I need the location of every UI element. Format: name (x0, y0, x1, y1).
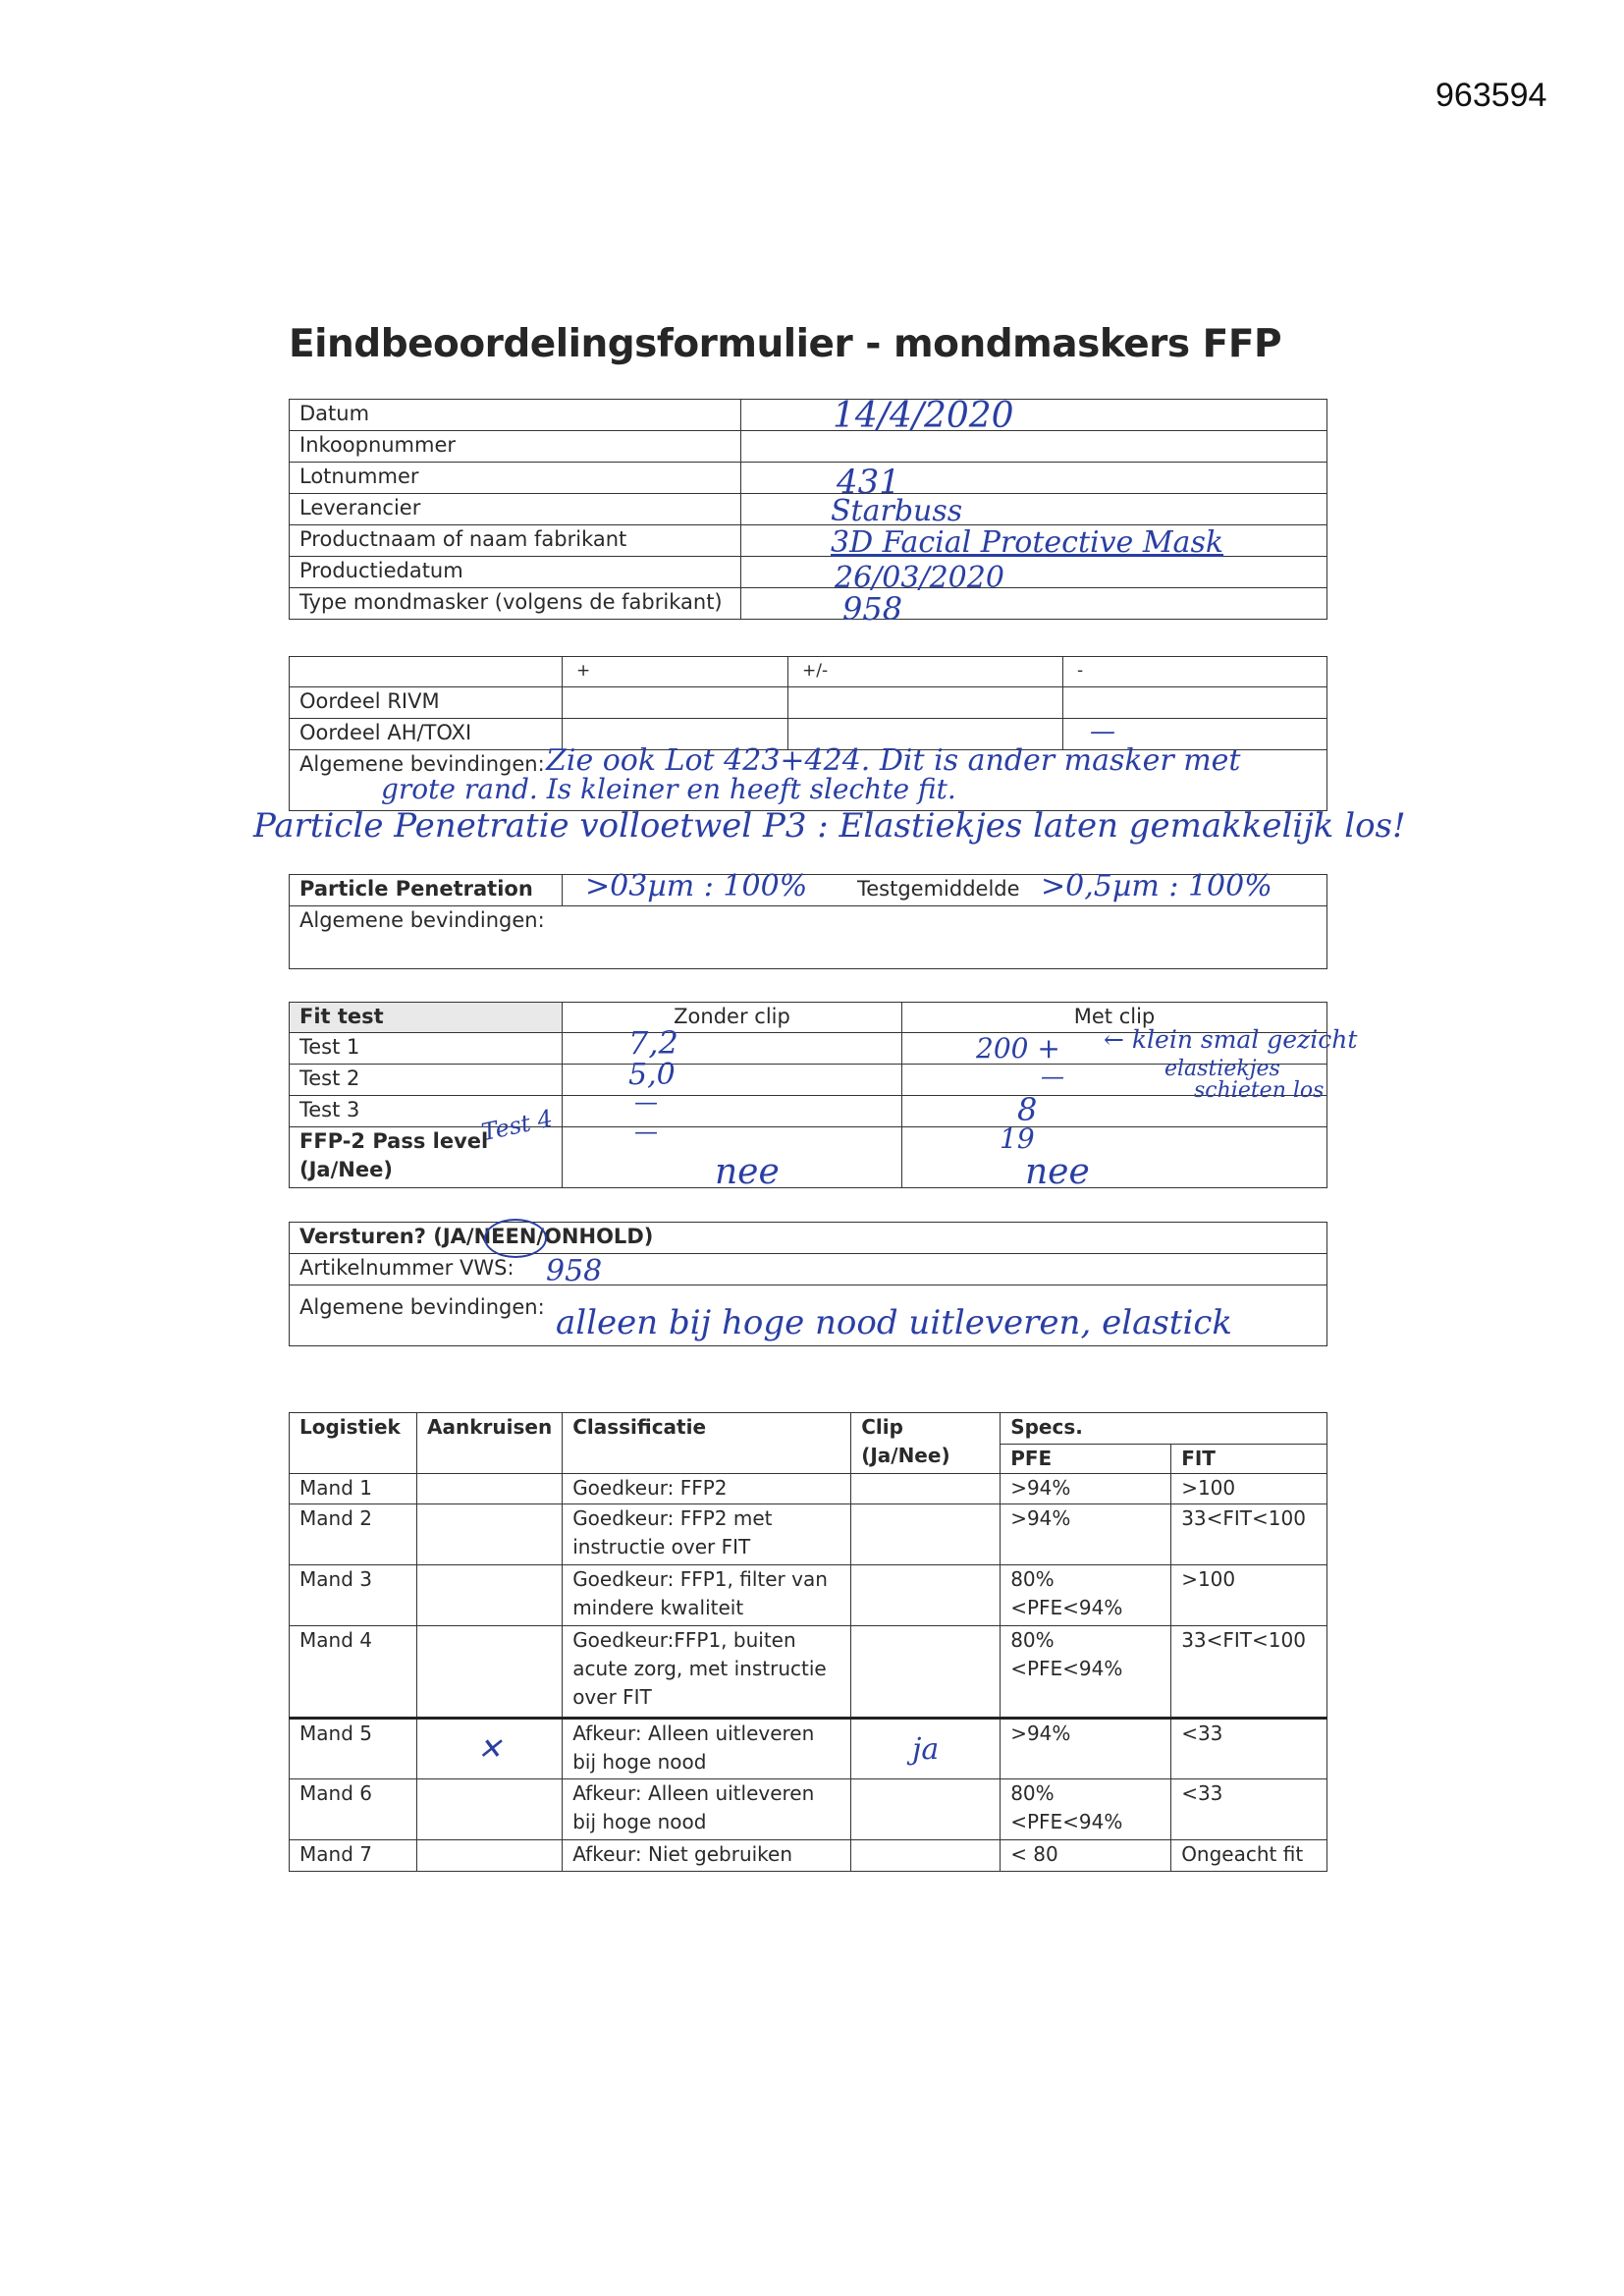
fit-pass-label-line1: FFP-2 Pass level (299, 1129, 489, 1153)
fit-test2-note-2-hw: schieten los (1194, 1078, 1325, 1103)
info-label: Productnaam of naam fabrikant (290, 525, 741, 557)
leverancier-handwritten: Starbuss (831, 494, 963, 528)
oordeel-header-plusminus: +/- (788, 657, 1063, 687)
col-pfe: PFE (1001, 1445, 1171, 1474)
fit-col-zonder: Zonder clip (563, 1003, 902, 1033)
col-clip-label: Clip (861, 1415, 903, 1439)
fit-col-met: Met clip (902, 1003, 1327, 1033)
mand-label: Mand 7 (290, 1840, 417, 1872)
info-value-cell (741, 400, 1327, 431)
pfe-cell: < 80 (1001, 1840, 1171, 1872)
col-aankruisen: Aankruisen (417, 1413, 563, 1474)
pfe-cell: >94% (1001, 1504, 1171, 1565)
mand-label: Mand 2 (290, 1504, 417, 1565)
oordeel-bevindingen-label: Algemene bevindingen: (290, 750, 1327, 811)
info-table (289, 396, 1327, 620)
artikelnummer-hw: 958 (546, 1254, 603, 1288)
info-label: Type mondmasker (volgens de fabrikant) (290, 588, 741, 620)
info-label: Datum (290, 400, 741, 431)
fit-test4-zonder-hw: — (634, 1118, 658, 1145)
info-row (290, 431, 1327, 463)
logistiek-row (290, 1474, 1327, 1504)
particle-bevindingen-label: Algemene bevindingen: (290, 906, 1327, 969)
oordeel-ahtoxi-label: Oordeel AH/TOXI (290, 719, 563, 750)
oordeel-header-plus: + (563, 657, 788, 687)
artikelnummer-label: Artikelnummer VWS: (290, 1254, 1327, 1285)
info-row (290, 494, 1327, 525)
clip-cell (851, 1779, 1001, 1840)
classificatie-cell: Afkeur: Alleen uitleveren bij hoge nood (563, 1719, 851, 1779)
pfe-cell: 80%<PFE<94% (1001, 1779, 1171, 1840)
type-handwritten: 958 (842, 590, 903, 628)
info-row (290, 463, 1327, 494)
fit-test1-label: Test 1 (290, 1033, 563, 1065)
col-clip-sub: (Ja/Nee) (861, 1444, 950, 1467)
oordeel-rivm-label: Oordeel RIVM (290, 687, 563, 719)
oordeel-bevindingen-hw-3: Particle Penetratie volloetwel P3 : Elastiekjes laten gemakkelijk los! (253, 806, 1406, 846)
fit-test-header: Fit test (290, 1003, 563, 1033)
particle-label: Particle Penetration (290, 875, 563, 906)
classificatie-cell: Afkeur: Niet gebruiken (563, 1840, 851, 1872)
logistiek-row (290, 1719, 1327, 1779)
logistiek-table (289, 1412, 1327, 1872)
testgemiddelde-label: Testgemiddelde (857, 877, 1020, 901)
mand-label: Mand 4 (290, 1626, 417, 1719)
logistiek-row (290, 1840, 1327, 1872)
fit-test2-label: Test 2 (290, 1065, 563, 1096)
clip-cell (851, 1504, 1001, 1565)
clip-cell (851, 1474, 1001, 1504)
mand-label: Mand 1 (290, 1474, 417, 1504)
clip-cell: ja (851, 1719, 1001, 1779)
aankruisen-cell (417, 1840, 563, 1872)
testgemiddelde-hw: >0,5µm : 100% (1041, 869, 1272, 903)
fit-test3-met-hw: 8 (1017, 1091, 1038, 1128)
info-value-cell (741, 494, 1327, 528)
pfe-cell: 80%<PFE<94% (1001, 1626, 1171, 1719)
classificatie-cell: Goedkeur: FFP2 (563, 1474, 851, 1504)
mand-label: Mand 3 (290, 1565, 417, 1626)
fit-test1-note-hw: ← klein smal gezicht (1104, 1025, 1358, 1054)
versturen-bevindingen-hw: alleen bij hoge nood uitleveren, elastick (556, 1303, 1232, 1342)
logistiek-row (290, 1504, 1327, 1565)
info-label: Leverancier (290, 494, 741, 525)
col-fit: FIT (1171, 1445, 1327, 1474)
aankruisen-cell (417, 1626, 563, 1719)
info-row (290, 400, 1327, 431)
fit-test3-zonder-hw: — (634, 1088, 658, 1116)
fit-test2-zonder-hw: 5,0 (628, 1058, 676, 1092)
info-row (290, 557, 1327, 588)
pfe-cell: >94% (1001, 1474, 1171, 1504)
info-value-cell (741, 431, 1327, 463)
productiedatum-handwritten: 26/03/2020 (835, 561, 1004, 595)
fit-cell: <33 (1171, 1719, 1327, 1779)
pfe-cell: 80%<PFE<94% (1001, 1565, 1171, 1626)
productnaam-handwritten: 3D Facial Protective Mask (831, 525, 1224, 560)
fit-test1-met-hw: 200 + (976, 1032, 1060, 1065)
logistiek-row (290, 1779, 1327, 1840)
info-label: Inkoopnummer (290, 431, 741, 463)
document-number: 963594 (1435, 77, 1547, 114)
mand-label: Mand 6 (290, 1779, 417, 1840)
datum-handwritten: 14/4/2020 (833, 396, 1014, 436)
aankruisen-cell (417, 1779, 563, 1840)
fit-cell: >100 (1171, 1474, 1327, 1504)
fit-pass-met-hw: nee (1025, 1152, 1090, 1192)
lotnummer-handwritten: 431 (837, 463, 900, 502)
info-row (290, 588, 1327, 620)
particle-value-hw: >03µm : 100% (585, 869, 808, 903)
classificatie-cell: Goedkeur: FFP2 met instructie over FIT (563, 1504, 851, 1565)
clip-cell (851, 1840, 1001, 1872)
form-title: Eindbeoordelingsformulier - mondmaskers FFP (289, 322, 1282, 366)
classificatie-cell: Goedkeur:FFP1, buiten acute zorg, met instructie over FIT (563, 1626, 851, 1719)
fit-cell: 33<FIT<100 (1171, 1504, 1327, 1565)
aankruisen-cell (417, 1565, 563, 1626)
info-value-cell (741, 557, 1327, 588)
fit-cell: >100 (1171, 1565, 1327, 1626)
logistiek-row (290, 1565, 1327, 1626)
fit-cell: 33<FIT<100 (1171, 1626, 1327, 1719)
oordeel-header-minus: - (1063, 657, 1327, 687)
neen-circle-mark (484, 1219, 547, 1258)
fit-test1-zonder-hw: 7,2 (628, 1024, 678, 1062)
fit-test3-label: Test 3 (290, 1096, 563, 1127)
fit-test2-met-hw: — (1041, 1063, 1064, 1090)
col-classificatie: Classificatie (563, 1413, 851, 1474)
col-logistiek: Logistiek (290, 1413, 417, 1474)
classificatie-cell: Goedkeur: FFP1, filter van mindere kwaliteit (563, 1565, 851, 1626)
col-clip (851, 1413, 1001, 1474)
info-label: Lotnummer (290, 463, 741, 494)
fit-cell: Ongeacht fit (1171, 1840, 1327, 1872)
ahtoxi-minus-mark: — (1090, 717, 1115, 746)
clip-cell (851, 1565, 1001, 1626)
info-value-cell (741, 588, 1327, 620)
aankruisen-cell (417, 1474, 563, 1504)
versturen-bevindingen-label: Algemene bevindingen: (290, 1285, 1327, 1346)
fit-test4-met-hw: 19 (1000, 1122, 1035, 1155)
fit-pass-label-line2: (Ja/Nee) (299, 1158, 393, 1181)
clip-cell (851, 1626, 1001, 1719)
fit-pass-zonder-hw: nee (715, 1152, 780, 1192)
versturen-label: Versturen? (JA/NEEN/ONHOLD) (290, 1223, 1327, 1254)
oordeel-bevindingen-hw-1: Zie ook Lot 423+424. Dit is ander masker met (546, 743, 1241, 778)
oordeel-bevindingen-hw-2: grote rand. Is kleiner en heeft slechte fit. (381, 773, 956, 805)
fit-test4-label-hw: Test 4 (478, 1104, 556, 1147)
mand-label: Mand 5 (290, 1719, 417, 1779)
col-specs: Specs. (1001, 1413, 1327, 1445)
info-label: Productiedatum (290, 557, 741, 588)
aankruisen-cell (417, 1504, 563, 1565)
aankruisen-cell: ✕ (417, 1719, 563, 1779)
oordeel-header-blank (290, 657, 563, 687)
fit-test2-note-1-hw: elastiekjes (1164, 1057, 1280, 1081)
classificatie-cell: Afkeur: Alleen uitleveren bij hoge nood (563, 1779, 851, 1840)
pfe-cell: >94% (1001, 1719, 1171, 1779)
info-value-cell (741, 463, 1327, 494)
fit-cell: <33 (1171, 1779, 1327, 1840)
logistiek-row (290, 1626, 1327, 1719)
